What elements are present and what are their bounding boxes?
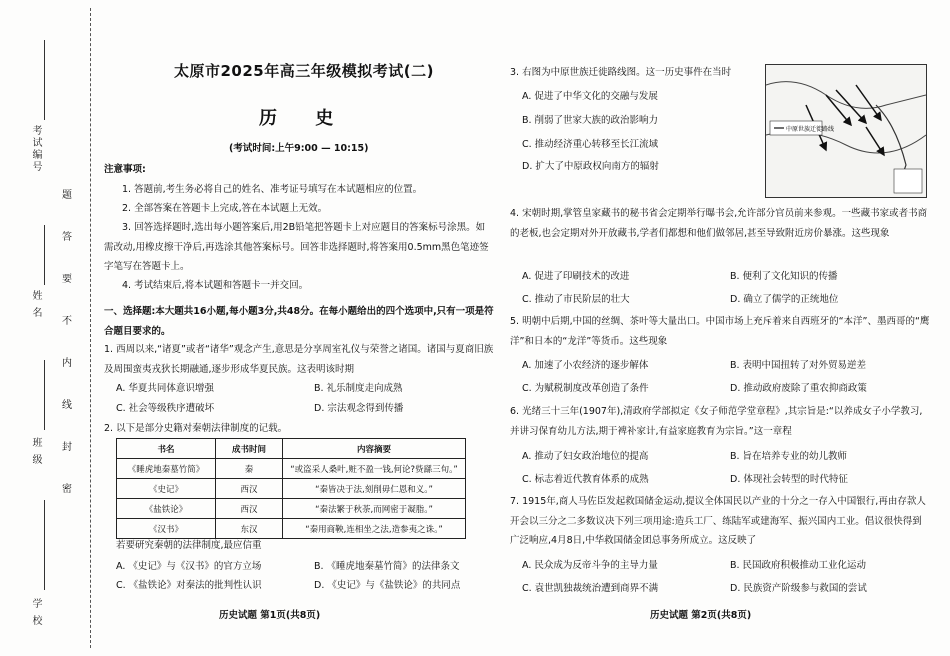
q7-option-b: B. 民国政府积极推动工业化运动 xyxy=(730,560,867,571)
q1-stem: 1. 西周以来,“诸夏”或者“诸华”观念产生,意思是分享周室礼仪与荣誉之诸国。诸国与夏商旧族及周围蛮夷戎狄长期融通,逐步形成华夏民族。这表明该时期 xyxy=(104,344,494,375)
q7-option-a: A. 民众成为反帝斗争的主导力量 xyxy=(522,560,658,571)
table-row xyxy=(117,499,466,519)
q3-stem: 3. 右图为中原世族迁徙路线图。这一历史事件在当时 xyxy=(510,67,732,78)
q3-option-d: D. 扩大了中原政权向南方的辐射 xyxy=(522,161,659,172)
q7-stem: 7. 1915年,商人马佐臣发起救国储金运动,提议全体国民以产业的十分之一存入中国银行,再由存款人开会以三分之二多数议决下列三项用途:造兵工厂、练陆军或建海军、振兴国内工业。倡议很快得到广泛响应,4月8日,中华救国储金团总事务所成立。这反映了 xyxy=(510,496,926,546)
exam-number-line xyxy=(44,40,45,120)
q2-option-a: A. 《史记》与《汉书》的官方立场 xyxy=(116,561,262,572)
name-label: 姓 名 xyxy=(30,290,41,320)
notice-heading: 注意事项: xyxy=(104,164,146,175)
migration-map xyxy=(765,64,927,198)
q4-option-a: A. 促进了印刷技术的改进 xyxy=(522,271,630,282)
seal-char: 封 xyxy=(62,442,72,453)
class-label: 班 级 xyxy=(30,437,41,467)
table-row xyxy=(117,479,466,499)
map-legend: 中原世族迁徙路线 xyxy=(786,126,835,133)
page-1 xyxy=(104,0,494,656)
name-line xyxy=(44,225,45,285)
table-cell: 《睡虎地秦墓竹简》 xyxy=(117,459,216,479)
q6-option-b: B. 旨在培养专业的幼儿教师 xyxy=(730,451,848,462)
table-cell: “或盗采人桑叶,赃不盈一钱,何论?赀繇三旬。” xyxy=(283,459,466,479)
notice-item-3: 3. 回答选择题时,选出每小题答案后,用2B铅笔把答题卡上对应题目的答案标号涂黑。如需改动,用橡皮擦干净后,再选涂其他答案标号。回答非选择题时,将答案用0.5mm黑色笔迹签字笔写在答题卡上。 xyxy=(104,222,489,272)
school-label: 学 校 xyxy=(30,598,41,628)
q4-stem: 4. 宋朝时期,掌管皇家藏书的秘书省会定期举行曝书会,允许部分官员前来参观。一些藏书家或者书商的老板,也会定期对外开放藏书,学者们都想和他们做邻居,甚至导致附近房价暴涨。这些现象 xyxy=(510,208,928,239)
table-cell: “秦皆决于法,刻削毋仁恩和义。” xyxy=(283,479,466,499)
table-cell: 《汉书》 xyxy=(117,519,216,539)
exam-time: (考试时间:上午9:00 — 10:15) xyxy=(229,143,369,154)
seal-char: 密 xyxy=(62,484,72,495)
table-cell: 西汉 xyxy=(216,479,283,499)
q4-option-c: C. 推动了市民阶层的壮大 xyxy=(522,294,630,305)
q1-option-b: B. 礼乐制度走向成熟 xyxy=(314,383,403,394)
q3-option-a: A. 促进了中华文化的交融与发展 xyxy=(522,91,658,102)
q1-option-c: C. 社会等级秩序遭破坏 xyxy=(116,403,215,414)
q2-option-d: D. 《史记》与《盐铁论》的共同点 xyxy=(314,580,461,591)
binding-margin xyxy=(0,0,100,656)
q1-option-d: D. 宗法观念得到传播 xyxy=(314,403,404,414)
table-header: 内容摘要 xyxy=(283,439,466,459)
q5-option-a: A. 加速了小农经济的逐步解体 xyxy=(522,360,649,371)
seal-char: 题 xyxy=(62,190,72,201)
q2-stem: 2. 以下是部分史籍对秦朝法律制度的记载。 xyxy=(104,423,288,434)
q4-option-b: B. 便利了文化知识的传播 xyxy=(730,271,838,282)
q2-option-b: B. 《睡虎地秦墓竹简》的法律条文 xyxy=(314,561,460,572)
q6-option-d: D. 体现社会转型的时代特征 xyxy=(730,474,848,485)
exam-number-label: 考试编号 xyxy=(30,125,41,173)
q5-option-b: B. 表明中国扭转了对外贸易逆差 xyxy=(730,360,867,371)
q1-option-a: A. 华夏共同体意识增强 xyxy=(116,383,214,394)
table-cell: 秦 xyxy=(216,459,283,479)
class-line xyxy=(44,360,45,430)
q3-option-b: B. 削弱了世家大族的政治影响力 xyxy=(522,115,659,126)
table-cell: 东汉 xyxy=(216,519,283,539)
q5-option-d: D. 推动政府废除了重农抑商政策 xyxy=(730,383,867,394)
page-footer-1: 历史试题 第1页(共8页) xyxy=(219,610,321,621)
table-cell: “秦法繁于秋荼,而网密于凝脂。” xyxy=(283,499,466,519)
q7-option-d: D. 民族资产阶级参与救国的尝试 xyxy=(730,583,867,594)
table-cell: “秦用商鞅,连相坐之法,造参夷之诛。” xyxy=(283,519,466,539)
seal-dash-line xyxy=(90,8,91,648)
seal-text xyxy=(62,190,72,526)
page-footer-2: 历史试题 第2页(共8页) xyxy=(650,610,752,621)
q6-option-a: A. 推动了妇女政治地位的提高 xyxy=(522,451,649,462)
seal-char: 答 xyxy=(62,232,72,243)
q4-option-d: D. 确立了儒学的正统地位 xyxy=(730,294,839,305)
migration-map-drawing xyxy=(766,65,926,197)
table-cell: 《盐铁论》 xyxy=(117,499,216,519)
q2-option-c: C. 《盐铁论》对秦法的批判性认识 xyxy=(116,580,262,591)
q3-option-c: C. 推动经济重心转移至长江流域 xyxy=(522,139,659,150)
q5-option-c: C. 为赋税制度改革创造了条件 xyxy=(522,383,649,394)
seal-char: 内 xyxy=(62,358,72,369)
q7-option-c: C. 袁世凯独裁统治遭到商界不满 xyxy=(522,583,659,594)
seal-char: 线 xyxy=(62,400,72,411)
notice-item-1: 1. 答题前,考生务必将自己的姓名、准考证号填写在本试题相应的位置。 xyxy=(122,184,423,195)
q6-option-c: C. 标志着近代教育体系的成熟 xyxy=(522,474,649,485)
notice-item-2: 2. 全部答案在答题卡上完成,答在本试题上无效。 xyxy=(122,203,328,214)
section-1-heading: 一、选择题:本大题共16小题,每小题3分,共48分。在每小题给出的四个选项中,只有一项是符合题目要求的。 xyxy=(104,306,494,337)
law-records-table xyxy=(116,438,466,539)
table-cell: 西汉 xyxy=(216,499,283,519)
table-header: 成书时间 xyxy=(216,439,283,459)
q5-stem: 5. 明朝中后期,中国的丝绸、茶叶等大量出口。中国市场上充斥着来自西班牙的“本洋”、墨西哥的“鹰洋”和日本的“龙洋”等货币。这些现象 xyxy=(510,316,930,347)
seal-char: 要 xyxy=(62,274,72,285)
exam-title: 太原市2025年高三年级模拟考试(二) xyxy=(174,62,434,80)
page-2 xyxy=(510,0,930,656)
seal-char: 不 xyxy=(62,316,72,327)
q2-after: 若要研究秦朝的法律制度,最应信重 xyxy=(116,540,262,551)
notice-item-4: 4. 考试结束后,将本试题和答题卡一并交回。 xyxy=(122,280,309,291)
table-cell: 《史记》 xyxy=(117,479,216,499)
table-header-row xyxy=(117,439,466,459)
q6-stem: 6. 光绪三十三年(1907年),清政府学部拟定《女子师范学堂章程》,其宗旨是:“以养成女子小学教习,并讲习保育幼儿方法,期于裨补家计,有益家庭教育为宗旨。”这一章程 xyxy=(510,406,923,437)
subject-title: 历 史 xyxy=(259,108,350,129)
school-line xyxy=(44,500,45,590)
table-header: 书名 xyxy=(117,439,216,459)
table-row xyxy=(117,459,466,479)
table-row xyxy=(117,519,466,539)
